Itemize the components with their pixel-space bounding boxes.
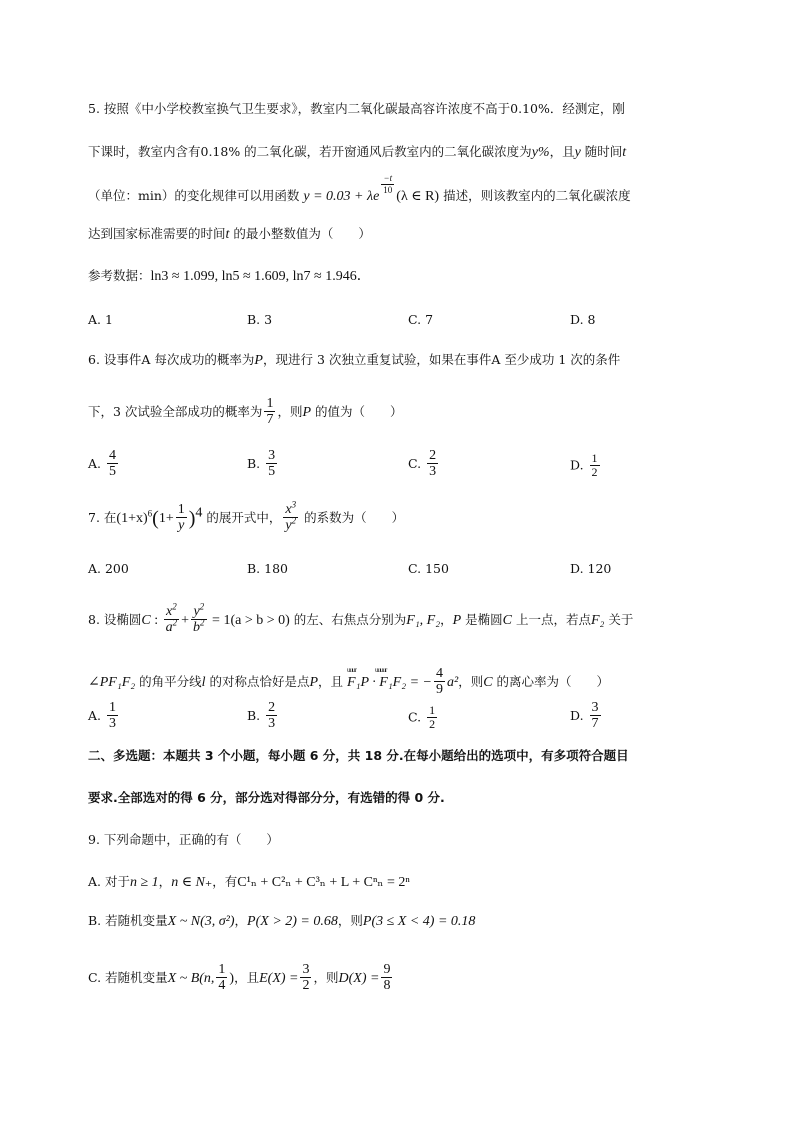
q8-frac-y: $\frac{y^2}{b^2}$ (193, 601, 205, 636)
q8-option-b[interactable]: B. $\frac{2}{3}$ (247, 700, 276, 732)
q7-line: 7. 在$(1+x)^6(1+$ $\frac{1}{y}$ )$^4$ 的展开式中， $\frac{x^3}{y^2}$ 的系数为（ ） (88, 499, 405, 534)
q5-var-y-percent: y% (531, 145, 550, 160)
q6-line-2 (88, 396, 403, 428)
q8-option-a[interactable]: A. $\frac{1}{3}$ (88, 700, 116, 732)
q7-option-b[interactable]: B. 180 (247, 561, 288, 576)
q6-var-p: P (254, 353, 263, 368)
q7-option-d[interactable]: D. 120 (570, 561, 612, 576)
q6-text-2c: 的值为（ ） (311, 403, 403, 419)
q8-frac-x: $\frac{x^2}{a^2}$ (165, 601, 178, 636)
q7-exponent: 4 (195, 505, 203, 521)
q5-text-4a: 达到国家标准需要的时间 (88, 226, 226, 241)
q8-fraction: $\frac{4}{9}$ (436, 666, 443, 698)
q8-text-1a: 8. 设椭圆 (88, 611, 142, 627)
section2-heading-2: 要求.全部选对的得 6 分，部分选对得部分分，有选错的得 0 分. (88, 790, 445, 805)
q6-var-p2: P (302, 404, 312, 420)
q5-text-2c: 随时间 (580, 144, 623, 159)
q7-expression-2: 1+ (158, 510, 174, 526)
q5-ref-label: 参考数据： (88, 268, 151, 283)
q9-a-cond2: n ∈ N₊ (171, 875, 213, 890)
q5-line-1 (88, 103, 625, 116)
q8-var-c: C (141, 612, 151, 628)
q5-text-3b: 描述，则该教室内的二氧化碳浓度 (443, 188, 631, 204)
q8-line-2: ∠PF₁F₂ 的角平分线l 的对称点恰好是点P，且 uuur uuuur F₁P · F₁F₂ = − $\frac{4}{9}$ a²，则C 的离心率为（ ） (88, 665, 610, 698)
section2-heading-1: 二、多选题：本题共 3 个小题，每小题 6 分，共 18 分.在每小题给出的选项中，有多项符合题目 (88, 748, 629, 763)
q5-reference-data (88, 270, 371, 284)
q7-expression-1: $(1+x)^6$ (116, 508, 153, 526)
q8-ellipse-eq: = 1(a > b > 0) (208, 612, 290, 628)
q5-var-y: y (574, 145, 581, 160)
q7-fraction: $\frac{1}{y}$ (177, 502, 185, 534)
q7-option-c[interactable]: C. 150 (408, 561, 449, 576)
q9-c-expectation: E(X) = (259, 970, 299, 986)
q8-foci: F₁, F₂ (406, 612, 441, 628)
q5-line-2 (88, 146, 626, 160)
q8-var-p: P (452, 612, 462, 628)
q9-option-b[interactable]: B. 若随机变量X ~ N(3, σ²)，P(X > 2) = 0.68，则P(3 ≤ X < 4) = 0.18 (88, 913, 476, 929)
q5-var-t2: t (225, 227, 230, 242)
q6-option-d[interactable]: D. $\frac{1}{2}$ (570, 451, 598, 480)
q5-line-4 (88, 228, 371, 242)
q8-option-c[interactable]: C. $\frac{1}{2}$ (408, 703, 436, 732)
q9-b-p2: P(3 ≤ X < 4) = 0.18 (362, 914, 476, 929)
q6-line-1 (88, 354, 620, 368)
q8-text-1b: 的左、右焦点分别为 (289, 611, 407, 627)
q6-text-1b: ，现进行 3 次独立重复试验，如果在事件A 至少成功 1 次的条件 (262, 352, 621, 367)
q9-stem: 9. 下列命题中，正确的有（ ） (88, 832, 279, 847)
q9-b-p1: P(X > 2) = 0.68 (247, 914, 338, 929)
q5-option-c[interactable]: C. 7 (408, 312, 434, 327)
q6-option-c[interactable]: C. $\frac{2}{3}$ (408, 448, 437, 480)
q5-text-2a: 下课时，教室内含有0.18% 的二氧化碳，若开窗通风后教室内的二氧化碳浓度为 (88, 144, 532, 159)
q5-text-4b: 的最小整数值为（ ） (229, 226, 371, 241)
q6-fraction: $\frac{1}{7}$ (266, 396, 274, 428)
q5-exponent-fraction: $\frac{-t}{10}$ (383, 173, 393, 195)
q9-option-a[interactable]: A. 对于n ≥ 1，n ∈ N₊，有C¹ₙ + C²ₙ + C³ₙ + L + Cⁿₙ = 2ⁿ (88, 874, 410, 890)
q8-option-d[interactable]: D. $\frac{3}{7}$ (570, 700, 599, 732)
q7-term-fraction: $\frac{x^3}{y^2}$ (285, 499, 297, 534)
q9-a-cond1: n ≥ 1 (129, 875, 159, 890)
q6-text-1a: 6. 设事件A 每次成功的概率为 (88, 352, 255, 367)
q5-ref-values: ln3 ≈ 1.099, ln5 ≈ 1.609, ln7 ≈ 1.946． (150, 269, 371, 284)
q5-option-a[interactable]: A. 1 (88, 312, 113, 327)
q9-c-variance: D(X) = (338, 970, 380, 986)
q5-option-d[interactable]: D. 8 (570, 312, 596, 327)
q8-vector-arrow-2: uuuur (375, 665, 387, 674)
q9-c-dist: X ~ B(n, (167, 970, 215, 986)
q6-text-2a: 下，3 次试验全部成功的概率为 (88, 403, 263, 419)
q5-line-3 (88, 173, 631, 207)
q9-option-c[interactable]: C. 若随机变量X ~ B(n, $\frac{1}{4}$ )，且E(X) = $\frac{3}{2}$ ，则D(X) = $\frac{9}{8}$ (88, 962, 391, 994)
q9-a-formula: C¹ₙ + C²ₙ + C³ₙ + L + Cⁿₙ = 2ⁿ (237, 875, 410, 890)
q6-text-2b: ，则 (277, 403, 303, 419)
q5-text-3a: （单位：min）的变化规律可以用函数 (88, 188, 300, 204)
q8-vector-product: uuur uuuur F₁P · F₁F₂ = − (347, 665, 432, 690)
q5-formula: y = 0.03 + λe (303, 189, 380, 205)
q7-mid-text: 的展开式中， (202, 509, 282, 525)
q8-angle: ∠PF₁F₂ (88, 674, 136, 690)
q6-option-b[interactable]: B. $\frac{3}{5}$ (247, 448, 276, 480)
q9-b-dist: X ~ N(3, σ²) (167, 914, 235, 929)
q7-suffix: 的系数为（ ） (300, 509, 405, 525)
q5-text-1: 5. 按照《中小学校教室换气卫生要求》，教室内二氧化碳最高容许浓度不高于0.10%．经测定，刚 (88, 101, 625, 116)
q5-text-2b: ，且 (549, 144, 575, 159)
q7-option-a[interactable]: A. 200 (88, 561, 129, 576)
q5-var-t: t (622, 145, 627, 160)
q8-var-l: l (201, 674, 206, 690)
q5-option-b[interactable]: B. 3 (247, 312, 273, 327)
q6-option-a[interactable]: A. $\frac{4}{5}$ (88, 448, 116, 480)
q5-condition: (λ ∈ R) (396, 189, 440, 205)
q8-line-1: 8. 设椭圆C : $\frac{x^2}{a^2}$ + $\frac{y^2}{b^2}$ = 1(a > b > 0) 的左、右焦点分别为F₁, F₂，P 是椭圆C 上一点，若点F₂ 关于 (88, 601, 634, 636)
q7-prefix: 7. 在 (88, 509, 117, 525)
q8-vector-arrow-1: uuur (347, 665, 356, 674)
